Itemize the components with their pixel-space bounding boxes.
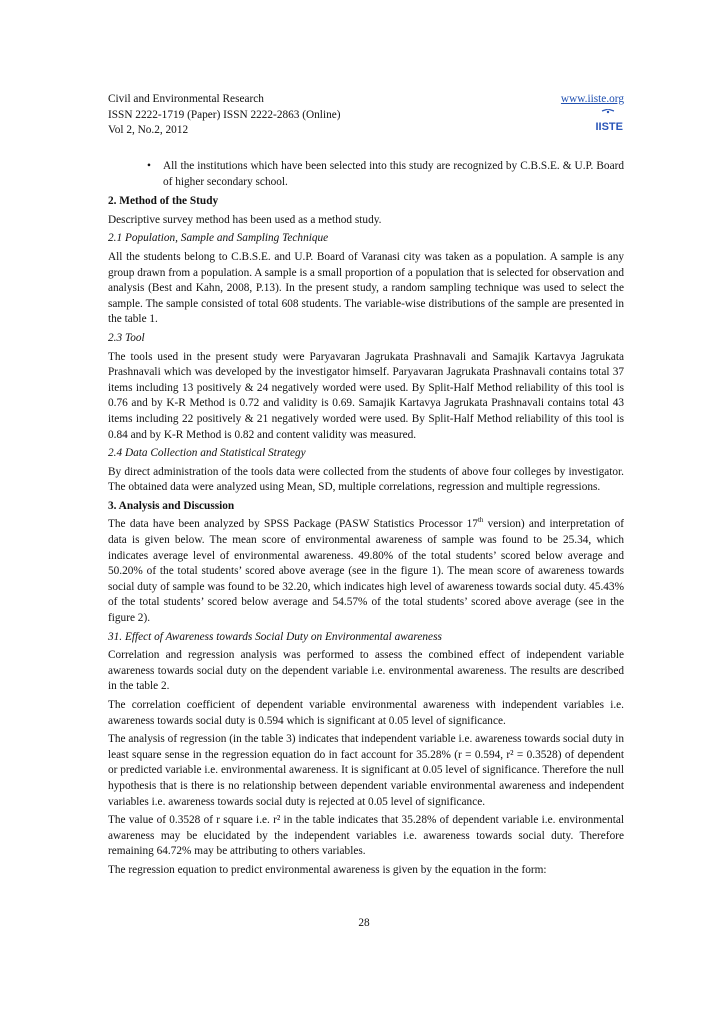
logo-text: IISTE (595, 121, 623, 133)
iiste-logo (588, 109, 624, 133)
superscript-th: th (477, 516, 484, 525)
paper-page (108, 92, 624, 882)
issn-line: ISSN 2222-1719 (Paper) ISSN 2222-2863 (Online) (108, 108, 341, 121)
analysis-text-b: version) and interpretation of data is given below. The mean score of environmental awareness of sample was found to be 25.34, which indicates average level of environmental awareness. 49.80% of the total students’ scored below average and 50.20% of the total students’ scored above average (see in the figure 1). The mean score of awareness towards social duty of sample was found to be 32.20, which indicates high level of awareness towards social duty. 45.43% of the total students’ scored below average and 54.57% of the total students’ scored above average (see in the figure 2). (108, 518, 624, 625)
paragraph-effect-4: The value of 0.3528 of r square i.e. r² in the table indicates that 35.28% of dependent variable i.e. environmental awareness may be elucidated by the independent variables i.e. awareness towards social duty. Therefore remaining 64.72% may be attributing to others variables. (108, 814, 624, 858)
journal-url-link[interactable]: www.iiste.org (560, 93, 624, 105)
paragraph-effect-1: Correlation and regression analysis was performed to assess the combined effect of independent variable awareness towards social duty on the dependent variable i.e. environmental awareness. The results are described in the table 2. (108, 649, 624, 693)
paragraph-analysis (108, 517, 624, 626)
paragraph-method: Descriptive survey method has been used as a method study. (108, 213, 382, 226)
volume-line: Vol 2, No.2, 2012 (108, 124, 189, 137)
subsection-heading-tool: 2.3 Tool (108, 331, 145, 344)
paragraph-population: All the students belong to C.B.S.E. and U.P. Board of Varanasi city was taken as a population. A sample is any group drawn from a population. A sample is a small proportion of a population that is selected for observation and analysis (Best and Kahn, 2008, P.13). In the present study, a random sampling technique was used to select the sample. The sample consisted of total 608 students. The variable-wise distributions of the sample are presented in the table 1. (108, 250, 624, 326)
paragraph-effect-3: The analysis of regression (in the table 3) indicates that independent variable i.e. awareness towards social duty in least square sense in the regression equation do in fact account for 35.28% (r = 0.594, r² = 0.3528) of dependent or predicted variable i.e. environmental awareness. It is significant at 0.05 level of significance. Therefore the null hypothesis that is there is no relationship between dependent variable environmental awareness and independent variables i.e. awareness towards social duty is rejected at 0.05 level of significance. (108, 733, 624, 808)
bullet-item (108, 159, 624, 190)
journal-name: Civil and Environmental Research (108, 93, 264, 105)
section-heading-method: 2. Method of the Study (108, 195, 219, 208)
running-header (108, 92, 624, 142)
subsection-heading-population: 2.1 Population, Sample and Sampling Technique (108, 232, 329, 245)
page-number: 28 (358, 917, 370, 929)
bullet-text: All the institutions which have been selected into this study are recognized by C.B.S.E. & U.P. Board of higher secondary school. (163, 160, 624, 188)
bullet-dot: • (147, 160, 151, 172)
analysis-text-a: The data have been analyzed by SPSS Package (PASW Statistics Processor 17 (108, 518, 478, 531)
subsection-heading-data-collection: 2.4 Data Collection and Statistical Strategy (108, 447, 306, 460)
paragraph-data-collection: By direct administration of the tools data were collected from the students of above four colleges by investigator. The obtained data were analyzed using Mean, SD, multiple correlations, regression and multiple regressions. (108, 465, 624, 494)
section-heading-analysis: 3. Analysis and Discussion (108, 499, 235, 512)
subsection-heading-effect: 31. Effect of Awareness towards Social Duty on Environmental awareness (108, 630, 442, 643)
paragraph-effect-5: The regression equation to predict environmental awareness is given by the equation in the form: (108, 863, 547, 876)
paragraph-tool: The tools used in the present study were Paryavaran Jagrukata Prashnavali and Samajik Kartavya Jagrukata Prashnavali which was developed by the investigator himself. Paryavaran Jagrukata Prashnavali contains total 37 items including 13 positively & 24 negatively worded were used. By Split-Half Method reliability of this tool is 0.76 and by K-R Method is 0.72 and validity is 0.69. Samajik Kartavya Jagrukata Prashnavali contains total 43 items including 22 positively & 21 negatively worded were used. By Split-Half Method reliability of this tool is 0.84 and by K-R Method is 0.82 and content validity was measured. (108, 350, 624, 441)
paragraph-effect-2: The correlation coefficient of dependent variable environmental awareness with independent variables i.e. awareness towards social duty is 0.594 which is significant at 0.05 level of significance. (108, 699, 624, 727)
